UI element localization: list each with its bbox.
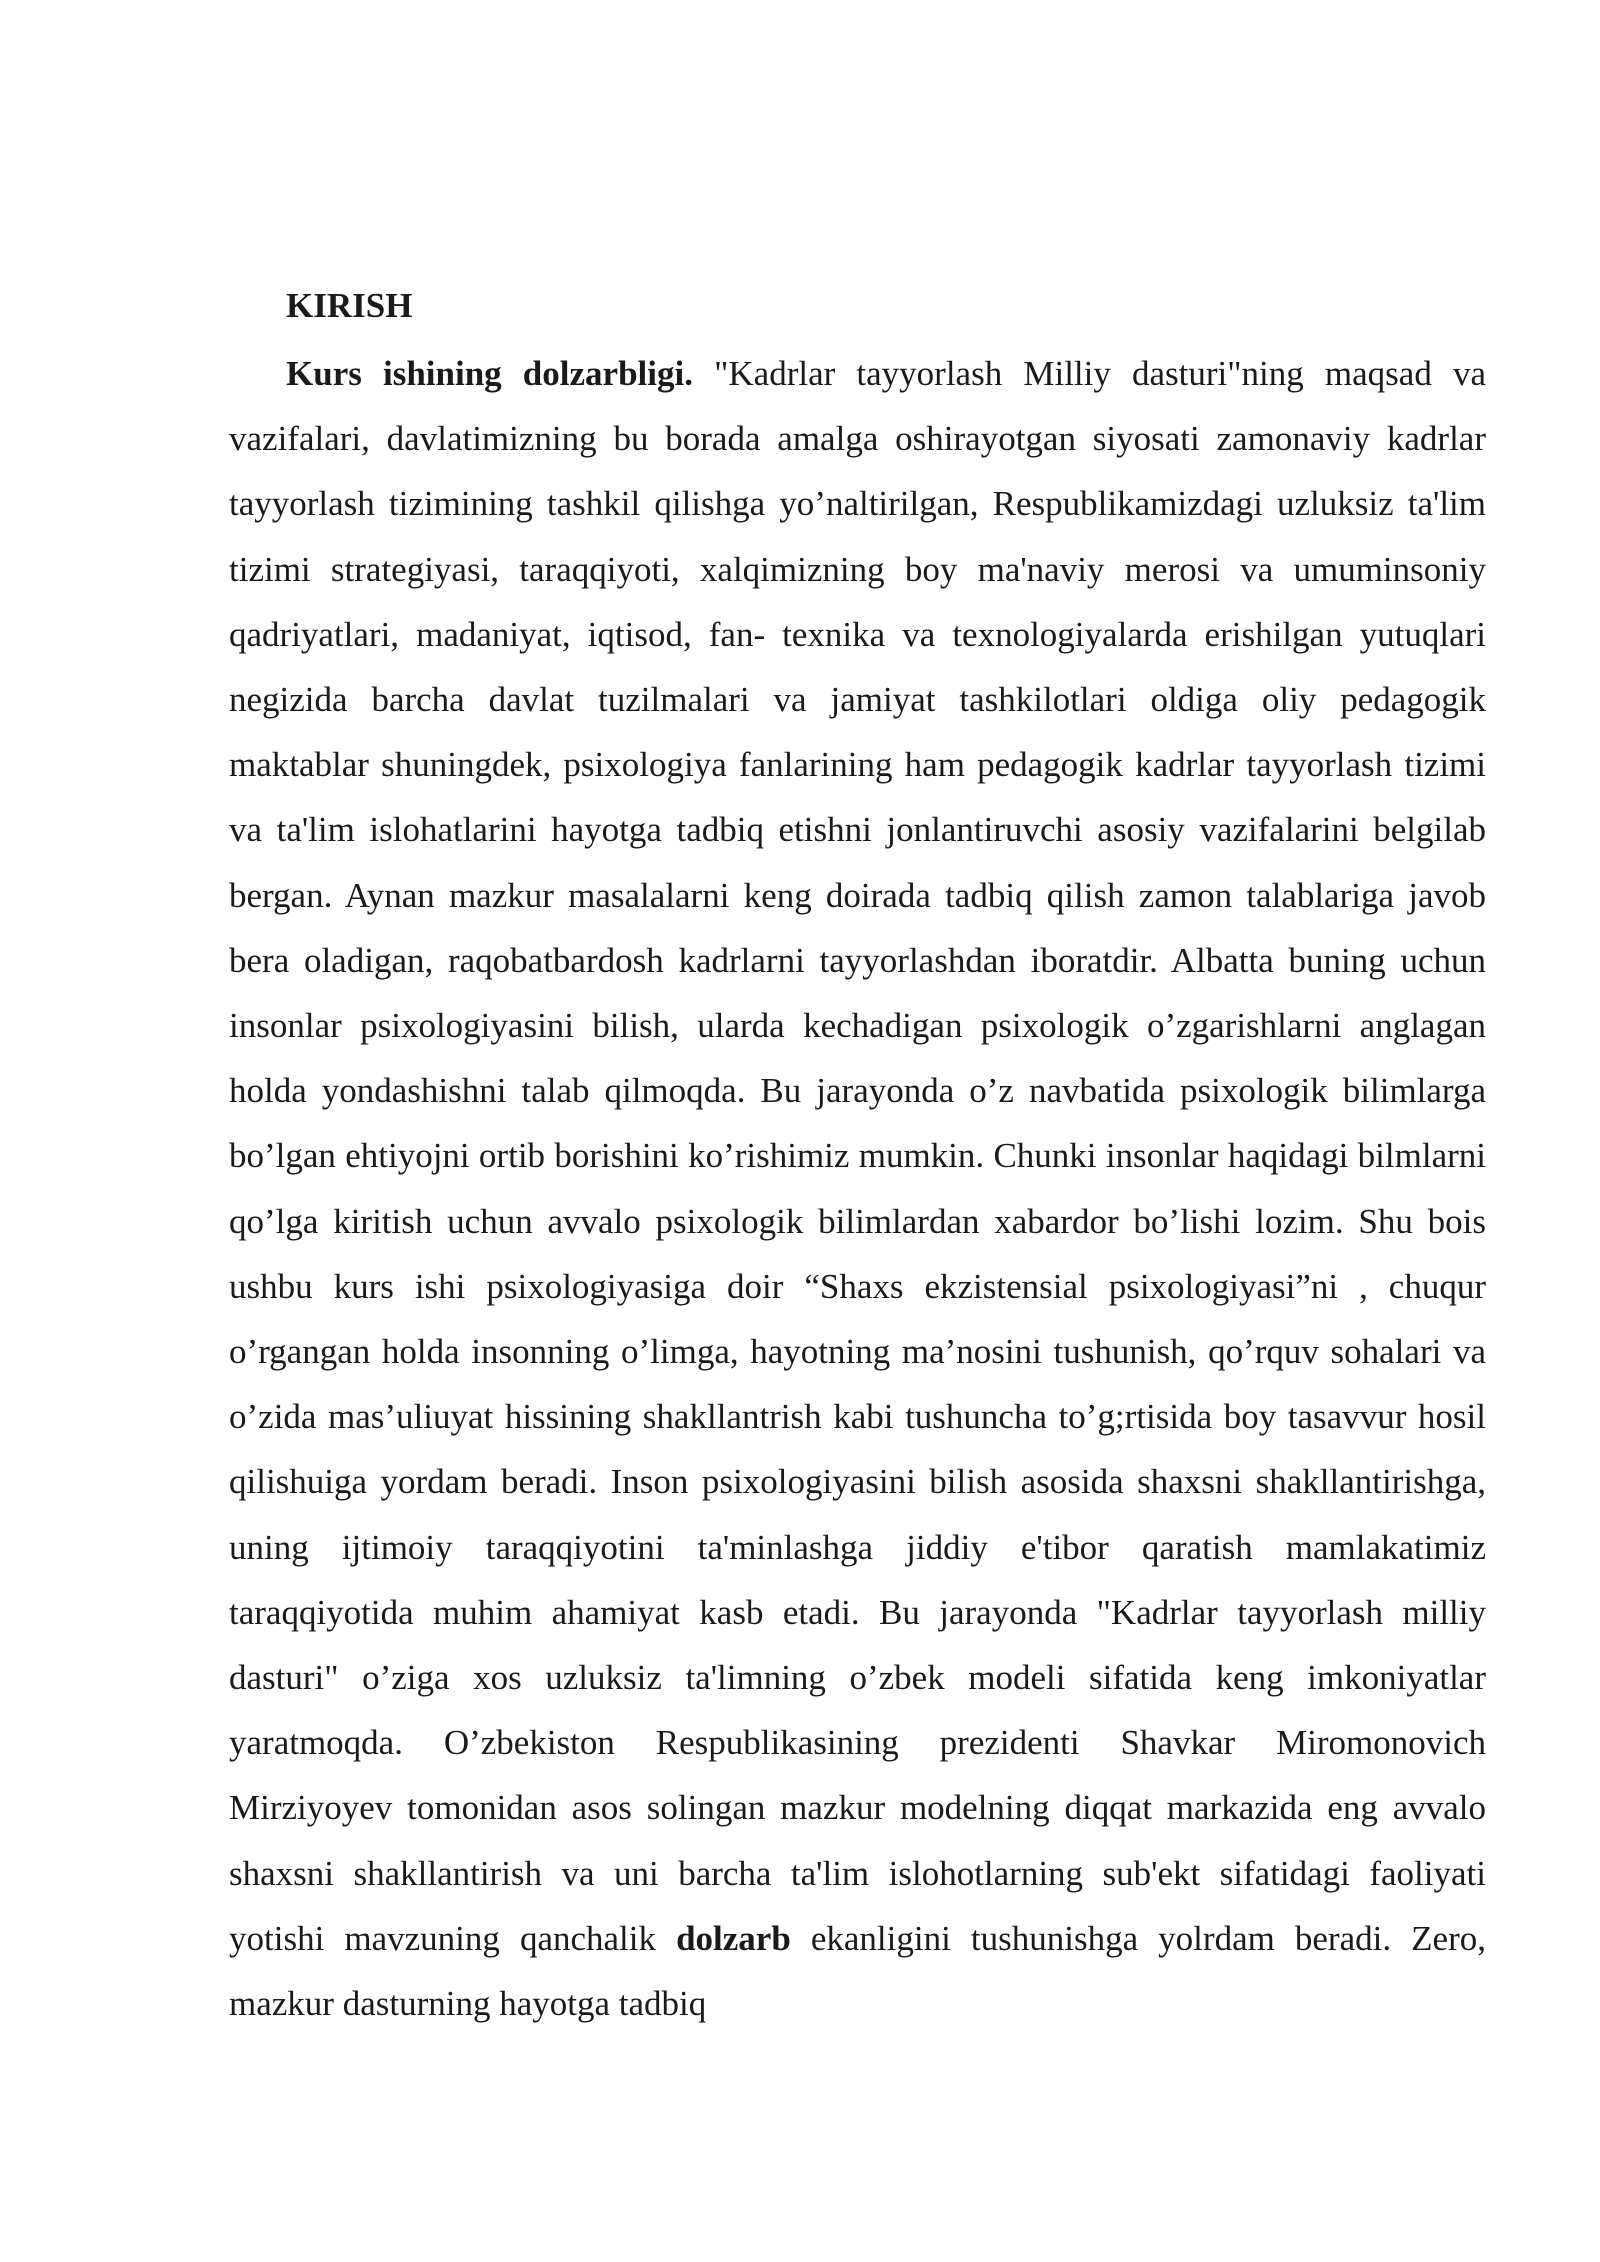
section-heading: KIRISH bbox=[286, 286, 413, 325]
paragraph-lead-title: Kurs ishining dolzarbligi. bbox=[286, 354, 693, 393]
emphasis-word: dolzarb bbox=[676, 1918, 791, 1958]
document-content bbox=[229, 270, 1486, 2036]
paragraph-text-part2: ekanligini tushunishga yolrdam beradi. Zero, mazkur dasturning hayotga tadbiq bbox=[229, 1918, 1486, 2024]
intro-paragraph bbox=[229, 341, 1486, 2036]
paragraph-text-part1: "Kadrlar tayyorlash Milliy dasturi"ning maqsad va vazifalari, davlatimizning bu borada amalga oshirayotgan siyosati zamonaviy kadrlar tayyorlash tizimining tashkil qilishga yo’naltirilgan, Respublikamizdagi uzluksiz ta'lim tizimi strategiyasi, taraqqiyoti, xalqimizning boy ma'naviy merosi va umuminsoniy qadriyatlari, madaniyat, iqtisod, fan- texnika va texnologiyalarda erishilgan yutuqlari negizida barcha davlat tuzilmalari va jamiyat tashkilotlari oldiga oliy pedagogik maktablar shuningdek, psixologiya fanlarining ham pedagogik kadrlar tayyorlash tizimi va ta'lim islohatlarini hayotga tadbiq etishni jonlantiruvchi asosiy vazifalarini belgilab bergan. Aynan mazkur masalalarni keng doirada tadbiq qilish zamon talablariga javob bera oladigan, raqobatbardosh kadrlarni tayyorlashdan iboratdir. Albatta buning uchun insonlar psixologiyasini bilish, ularda kechadigan psixologik o’zgarishlarni anglagan holda yondashishni talab qilmoqda. Bu jarayonda o’z navbatida psixologik bilimlarga bo’lgan ehtiyojni ortib borishini ko’rishimiz mumkin. Chunki insonlar haqidagi bilmlarni qo’lga kiritish uchun avvalo psixologik bilimlardan xabardor bo’lishi lozim. Shu bois ushbu kurs ishi psixologiyasiga doir “Shaxs ekzistensial psixologiyasi”ni , chuqur o’rgangan holda insonning o’limga, hayotning ma’nosini tushunish, qo’rquv sohalari va o’zida mas’uliuyat hissining shakllantrish kabi tushuncha to’g;rtisida boy tasavvur hosil qilishuiga yordam beradi. Inson psixologiyasini bilish asosida shaxsni shakllantirishga, uning ijtimoiy taraqqiyotini ta'minlashga jiddiy e'tibor qaratish mamlakatimiz taraqqiyotida muhim ahamiyat kasb etadi. Bu jarayonda "Kadrlar tayyorlash milliy dasturi" o’ziga xos uzluksiz ta'limning o’zbek modeli sifatida keng imkoniyatlar yaratmoqda. O’zbekiston Respublikasining prezidenti Shavkar Miromonovich Mirziyoyev tomonidan asos solingan mazkur modelning diqqat markazida eng avvalo shaxsni shakllantirish va uni barcha ta'lim islohotlarning sub'ekt sifatidagi faoliyati yotishi mavzuning qanchalik bbox=[229, 354, 1486, 1958]
